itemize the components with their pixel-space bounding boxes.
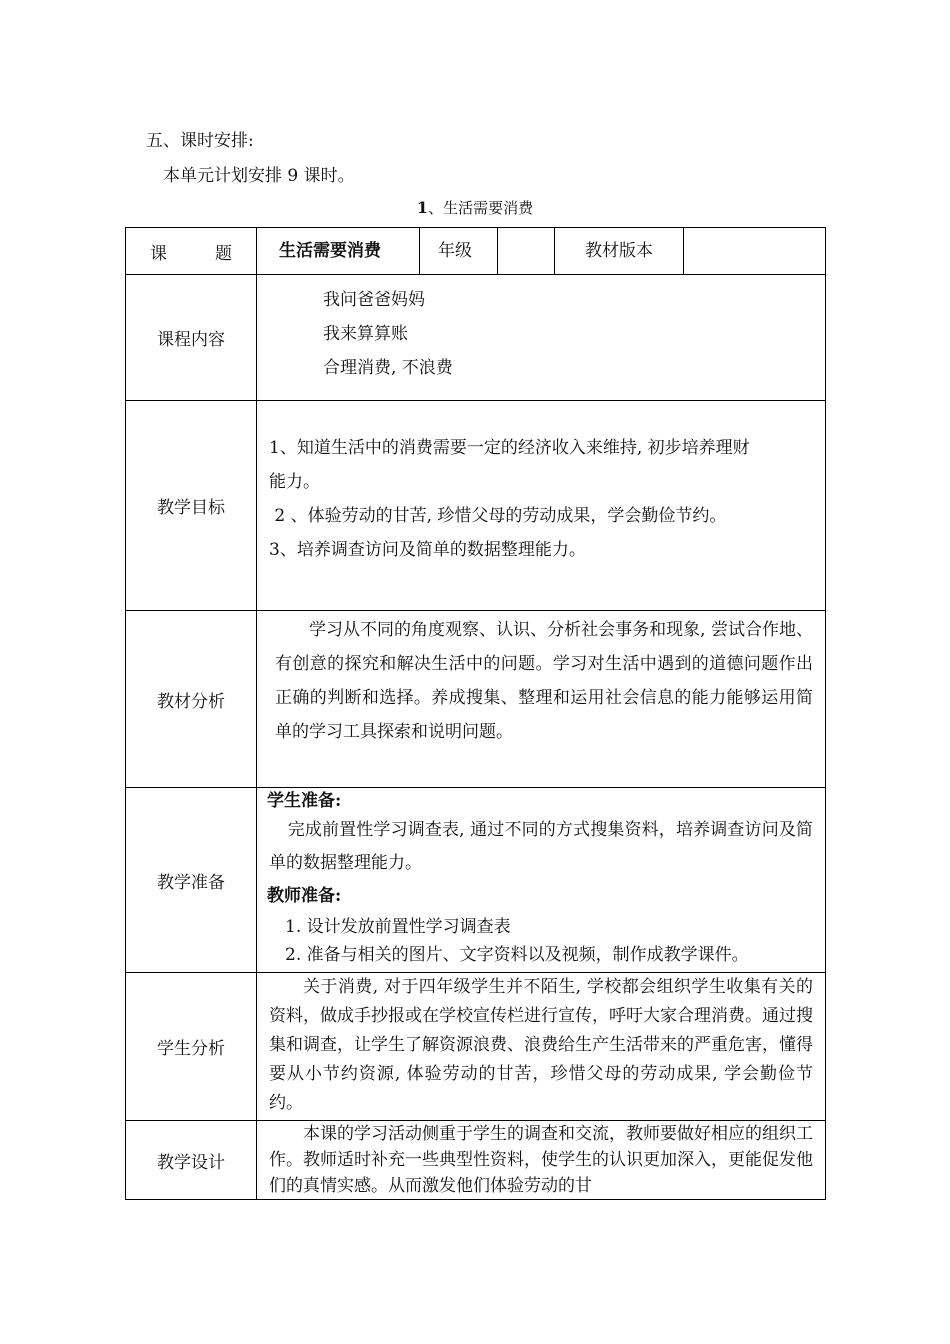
design-row [126, 1121, 826, 1200]
lesson-number: 1 [416, 198, 429, 217]
teacher-prep-item: 2. 准备与相关的图片、文字资料以及视频，制作成教学课件。 [285, 945, 749, 965]
section-note: 本单元计划安排 9 课时。 [163, 166, 355, 186]
topic-row [126, 228, 826, 275]
goals-row [126, 401, 826, 611]
design-text: 本课的学习活动侧重于学生的调查和交流，教师要做好相应的组织工作。教师适时补充一些典型性资料，使学生的认识更加深入，更能促发他们的真情实感。从而激发他们体验劳动的甘 [269, 1124, 813, 1196]
analysis-label: 教材分析 [126, 611, 257, 788]
lesson-plan-table [125, 227, 826, 1200]
teacher-prep-heading: 教师准备: [267, 886, 342, 906]
content-cell [257, 275, 826, 401]
students-text: 关于消费, 对于四年级学生并不陌生, 学校都会组织学生收集有关的资料，做成手抄报或在学校宣传栏进行宣传，呼吁大家合理消费。通过搜集和调查，让学生了解资源浪费、浪费给生产生活带来的严重危害，懂得要从小节约资源, 体验劳动的甘苦，珍惜父母的劳动成果, 学会勤俭节约。 [269, 977, 813, 1113]
analysis-text: 学习从不同的角度观察、认识、分析社会事务和现象, 尝试合作地、有创意的探究和解决生活中的问题。学习对生活中遇到的道德问题作出正确的判断和选择。养成搜集、整理和运用社会信息的能力能够运用简单的学习工具探索和说明问题。 [275, 620, 813, 742]
goal-item: 3、培养调查访问及简单的数据整理能力。 [269, 540, 586, 560]
goal-item: 2 、体验劳动的甘苦, 珍惜父母的劳动成果，学会勤俭节约。 [269, 506, 727, 526]
design-label: 教学设计 [126, 1121, 257, 1200]
students-cell [257, 973, 826, 1121]
section-title: 五、课时安排: [146, 131, 254, 151]
topic-value: 生活需要消费 [257, 228, 420, 275]
content-row [126, 275, 826, 401]
preparation-cell [257, 788, 826, 973]
topic-label-b: 题 [215, 243, 232, 264]
edition-label: 教材版本 [555, 228, 684, 275]
content-item: 合理消费, 不浪费 [323, 358, 453, 378]
students-row [126, 973, 826, 1121]
lesson-title-text: 、生活需要消费 [428, 199, 534, 217]
analysis-row [126, 611, 826, 788]
content-item: 我问爸爸妈妈 [323, 290, 425, 310]
goal-item: 能力。 [269, 472, 320, 492]
topic-label-a: 课 [150, 243, 167, 264]
student-prep-heading: 学生准备: [267, 791, 342, 811]
content-item: 我来算算账 [323, 324, 408, 344]
goal-item: 1、知道生活中的消费需要一定的经济收入来维持, 初步培养理财 [269, 438, 750, 458]
preparation-row [126, 788, 826, 973]
student-prep-text: 完成前置性学习调查表, 通过不同的方式搜集资料，培养调查访问及简单的数据整理能力。 [269, 820, 813, 873]
content-label: 课程内容 [126, 275, 257, 401]
edition-value [684, 228, 826, 275]
teacher-prep-item: 1. 设计发放前置性学习调查表 [285, 917, 511, 937]
preparation-label: 教学准备 [126, 788, 257, 973]
topic-label-cell [126, 228, 257, 275]
goals-label: 教学目标 [126, 401, 257, 611]
goals-cell [257, 401, 826, 611]
analysis-cell [257, 611, 826, 788]
lesson-title [0, 197, 950, 218]
grade-value [498, 228, 555, 275]
students-label: 学生分析 [126, 973, 257, 1121]
grade-label: 年级 [420, 228, 498, 275]
design-cell [257, 1121, 826, 1200]
